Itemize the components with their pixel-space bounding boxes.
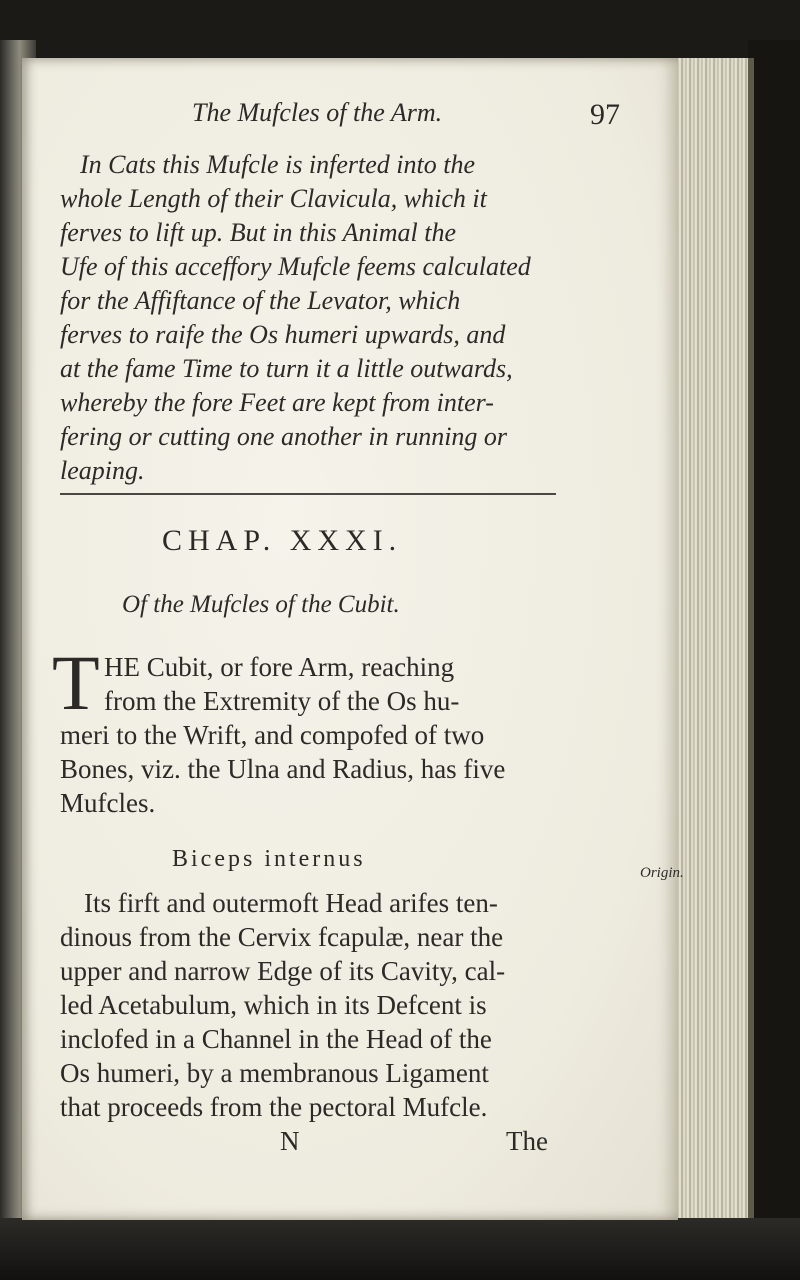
text-line: leaping. bbox=[60, 456, 145, 485]
signature-mark: N bbox=[280, 1126, 300, 1156]
text-line: fering or cutting one another in running or bbox=[60, 422, 508, 451]
chapter-title: CHAP. XXXI. bbox=[162, 524, 403, 557]
text-line: Ufe of this acceffory Mufcle feems calculated bbox=[60, 252, 531, 281]
page-number: 97 bbox=[590, 98, 620, 131]
background-dark bbox=[748, 40, 800, 1280]
text-line: Bones, viz. the Ulna and Radius, has five bbox=[60, 754, 506, 784]
text-line: whereby the fore Feet are kept from inter- bbox=[60, 388, 494, 417]
margin-note: Origin. bbox=[640, 865, 684, 881]
text-line: at the fame Time to turn it a little outwards, bbox=[60, 354, 513, 383]
catchword: The bbox=[506, 1126, 548, 1156]
section-heading: Biceps internus bbox=[172, 846, 366, 872]
text-line: that proceeds from the pectoral Mufcle. bbox=[60, 1092, 488, 1122]
section-divider-rule bbox=[60, 493, 556, 495]
text-line: ferves to lift up. But in this Animal the bbox=[60, 218, 456, 247]
text-line: upper and narrow Edge of its Cavity, cal- bbox=[60, 956, 506, 986]
text-line: inclofed in a Channel in the Head of the bbox=[60, 1024, 492, 1054]
text-line: whole Length of their Clavicula, which it bbox=[60, 184, 487, 213]
text-line: dinous from the Cervix fcapulæ, near the bbox=[60, 922, 504, 952]
bottom-shadow bbox=[0, 1218, 800, 1280]
text-line: ferves to raife the Os humeri upwards, and bbox=[60, 320, 506, 349]
text-line: from the Extremity of the Os hu- bbox=[104, 686, 460, 716]
book-page bbox=[22, 58, 678, 1220]
text-line: for the Affiftance of the Levator, which bbox=[60, 286, 461, 315]
text-line: In Cats this Mufcle is inferted into the bbox=[80, 150, 476, 179]
text-line: led Acetabulum, which in its Defcent is bbox=[60, 990, 487, 1020]
page-stack-edge bbox=[668, 58, 754, 1220]
text-line: Its firft and outermoft Head arifes ten- bbox=[84, 888, 498, 918]
text-line: HE Cubit, or fore Arm, reaching bbox=[104, 652, 455, 682]
text-line: Mufcles. bbox=[60, 788, 156, 818]
text-line: Os humeri, by a membranous Ligament bbox=[60, 1058, 489, 1088]
chapter-subtitle: Of the Mufcles of the Cubit. bbox=[122, 591, 400, 618]
drop-cap: T bbox=[52, 639, 100, 726]
text-line: meri to the Wrift, and compofed of two bbox=[60, 720, 485, 750]
running-head: The Mufcles of the Arm. bbox=[192, 98, 443, 127]
